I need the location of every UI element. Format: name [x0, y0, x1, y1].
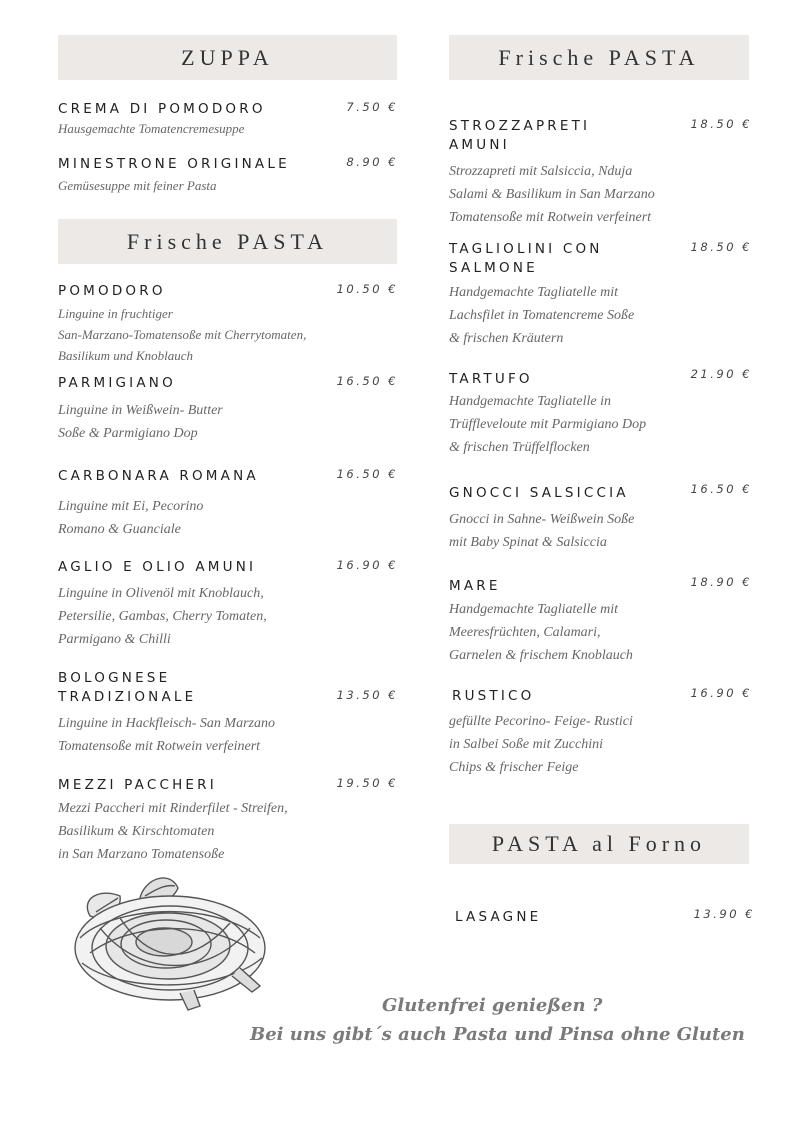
item-price: 16.50 € — [336, 467, 398, 481]
item-name: CARBONARA ROMANA — [58, 468, 259, 484]
menu-item — [449, 686, 752, 781]
item-name-line-1: BOLOGNESE — [58, 670, 171, 686]
footer-line-1: Glutenfrei genießen ? — [382, 995, 603, 1016]
item-name: RUSTICO — [452, 688, 535, 704]
pasta-header — [58, 219, 397, 264]
item-description: Linguine in Weißwein- Butter Soße & Parmigiano Dop — [58, 403, 223, 441]
item-description: Handgemachte Tagliatelle mit Meeresfrüchten, Calamari, Garnelen & frischem Knoblauch — [449, 602, 633, 663]
item-name-line-2: SALMONE — [449, 260, 538, 276]
pasta-title-right: Frische PASTA — [498, 44, 700, 70]
item-price: 18.90 € — [690, 575, 752, 589]
item-price: 16.90 € — [690, 686, 752, 700]
item-name: MINESTRONE ORIGINALE — [58, 156, 290, 172]
forno-header — [449, 824, 749, 864]
menu-item — [449, 117, 752, 227]
item-name: GNOCCI SALSICCIA — [449, 485, 629, 501]
pasta-header-right — [449, 35, 749, 80]
item-name-line-2: AMUNI — [449, 137, 510, 153]
item-description: Gemüsesuppe mit feiner Pasta — [58, 178, 217, 193]
item-description: Linguine in fruchtiger San-Marzano-Tomatensoße mit Cherrytomaten, Basilikum und Knoblauch — [58, 306, 307, 363]
item-price: 16.50 € — [690, 482, 752, 496]
item-description: Strozzapreti mit Salsiccia, Nduja Salami & Basilikum in San Marzano Tomatensoße mit Rotwein verfeinert — [449, 164, 655, 225]
item-price: 10.50 € — [336, 282, 398, 296]
menu-item — [58, 100, 398, 150]
item-name: POMODORO — [58, 283, 166, 299]
item-name-line-1: STROZZAPRETI — [449, 118, 591, 134]
menu-item — [449, 482, 752, 557]
item-name: TARTUFO — [449, 371, 533, 387]
item-name-line-1: TAGLIOLINI CON — [449, 241, 603, 257]
pasta-title: Frische PASTA — [126, 228, 329, 254]
item-price: 13.90 € — [693, 907, 755, 921]
menu-item — [58, 467, 398, 542]
menu-item — [449, 367, 752, 462]
item-description: Linguine mit Ei, Pecorino Romano & Guanciale — [58, 499, 204, 537]
pasta-nest-icon — [60, 868, 280, 1013]
item-name: MARE — [449, 578, 501, 594]
footer-line-2: Bei uns gibt´s auch Pasta und Pinsa ohne Gluten — [250, 1024, 745, 1045]
zuppa-header — [58, 35, 397, 80]
item-description: Linguine in Olivenöl mit Knoblauch, Petersilie, Gambas, Cherry Tomaten, Parmigano & Chilli — [58, 586, 267, 647]
item-description: Hausgemachte Tomatencremesuppe — [58, 121, 245, 136]
item-description: Gnocci in Sahne- Weißwein Soße mit Baby Spinat & Salsiccia — [449, 512, 635, 550]
item-name-line-2: TRADIZIONALE — [58, 689, 197, 705]
item-name: MEZZI PACCHERI — [58, 777, 217, 793]
item-price: 16.90 € — [336, 558, 398, 572]
item-price: 16.50 € — [336, 374, 398, 388]
item-price: 21.90 € — [690, 367, 752, 381]
item-price: 19.50 € — [336, 776, 398, 790]
item-price: 8.90 € — [346, 155, 398, 169]
item-description: Handgemachte Tagliatelle mit Lachsfilet in Tomatencreme Soße & frischen Kräutern — [449, 285, 635, 346]
menu-item — [449, 240, 752, 350]
item-price: 18.50 € — [690, 117, 752, 131]
item-price: 18.50 € — [690, 240, 752, 254]
menu-item — [58, 558, 398, 653]
item-description: Linguine in Hackfleisch- San Marzano Tomatensoße mit Rotwein verfeinert — [58, 716, 275, 754]
menu-item — [58, 669, 398, 764]
item-name: AGLIO E OLIO AMUNI — [58, 559, 257, 575]
item-description: Mezzi Paccheri mit Rinderfilet - Streifen, Basilikum & Kirschtomaten in San Marzano Tomatensoße — [58, 801, 288, 862]
item-description: Handgemachte Tagliatelle in Trüffleveloute mit Parmigiano Dop & frischen Trüffelflocken — [449, 394, 647, 455]
menu-item — [58, 776, 398, 871]
item-description: gefüllte Pecorino- Feige- Rustici in Salbei Soße mit Zucchini Chips & frischer Feige — [449, 714, 633, 775]
menu-item — [58, 374, 398, 449]
item-name: PARMIGIANO — [58, 375, 176, 391]
item-price: 13.50 € — [336, 688, 398, 702]
zuppa-title: ZUPPA — [181, 44, 274, 70]
menu-item — [449, 575, 752, 670]
menu-item — [455, 907, 755, 932]
item-price: 7.50 € — [346, 100, 398, 114]
forno-title: PASTA al Forno — [491, 831, 707, 856]
menu-item — [58, 155, 398, 205]
item-name: CREMA DI POMODORO — [58, 101, 266, 117]
menu-item — [58, 282, 398, 367]
item-name: LASAGNE — [455, 909, 542, 925]
